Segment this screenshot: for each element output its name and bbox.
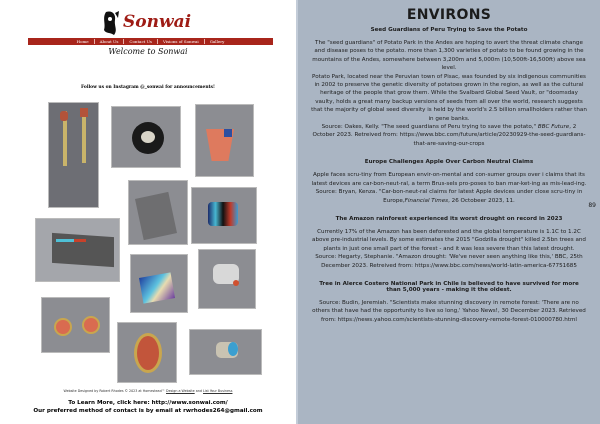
article-body: Currently 17% of the Amazon has been deforested and the global temperature is 1.1C to 1.2C above pre-industrial levels. By some estimates the 2015 "Godzilla drought" killed 2.5bn trees and plants in just one small part of the forest - and it was less severe than this latest drought. xyxy=(312,228,586,252)
article-body: Apple faces scru-tiny from European envir-on-mental and con-sumer groups over i claims that its latest devices are car-bon-neut-ral, a term Brus-sels pro-poses to ban mar-ket-ing as mis-lead-ing. xyxy=(311,172,587,187)
page-number: 89 xyxy=(588,202,596,209)
inlay-ring-image xyxy=(191,187,257,244)
article-heading: The Amazon rainforest experienced its worst drought on record in 2023 xyxy=(335,215,563,222)
butterfly-maiden-logo-icon xyxy=(102,10,120,36)
belt-buckle-image xyxy=(35,218,120,282)
article-heading: Tree in Alerce Costero National Park in Chile is believed to have survived for more than 5,000 years - making it the oldest. xyxy=(319,280,579,293)
nav-contact-us[interactable]: Contact Us xyxy=(124,39,158,44)
contact-email: Our preferred method of contact is by email at rwrhodes264@gmail.com xyxy=(33,408,263,414)
source-text: Source: Oakes, Kelly. "The seed guardians of Peru trying to save the potato," xyxy=(321,124,537,131)
silver-pendant-image xyxy=(128,180,188,245)
instagram-notice: Follow us on Instagram @_sonwai for announcements! xyxy=(81,85,215,90)
earrings-image xyxy=(48,102,99,208)
list-business-link[interactable]: List Your Business xyxy=(203,389,233,393)
credit-and: and xyxy=(195,389,202,393)
coral-earrings-image xyxy=(41,297,110,353)
learn-more-block xyxy=(0,399,296,415)
source-publication: Financial Times xyxy=(404,197,449,204)
nav-home[interactable]: Home xyxy=(72,39,95,44)
source-publication: BBC Future xyxy=(537,124,570,131)
silver-coral-ring-image xyxy=(198,249,256,309)
brand-name: Sonwai xyxy=(123,12,192,32)
article-source: Source: Hegarty, Stephanie. "Amazon drought: 'We've never seen anything like this,' BBC, 25th December 2023. Retreived from: https://www.bbc.com/news/world-latin-america-67751685 xyxy=(315,254,583,269)
article-source xyxy=(298,188,600,205)
sonwai-website-page xyxy=(0,0,296,424)
article-source xyxy=(298,123,600,148)
nav-gallery[interactable]: Gallery xyxy=(209,39,225,44)
turtle-pendant-image xyxy=(111,106,181,168)
source-date: , 26 Octobeer 2023, 11. xyxy=(448,197,515,204)
site-credit xyxy=(0,389,296,393)
source-text: Source: Bryan, Kenza. "Car-bon-neut-ral claims for latest Apple devices under close scru-tiny in Europe, xyxy=(315,189,583,204)
page-title: ENVIRONS xyxy=(406,7,492,23)
nav-about-us[interactable]: About Us xyxy=(95,39,125,44)
article-heading: Seed Guardians of Peru Trying to Save the Potato xyxy=(370,27,528,33)
coral-pendant-image xyxy=(195,104,254,177)
article-body: Potato Park, located near the Peruvian town of Pisac, was founded by six indigenous communities in 2002 to preserve the genetic diversity of potatoes grown in the region, as well as the cultural heritage of the people that grow them. While the Svalbard Global Seed Vault, or "doomsday vaulty, holds a great many backup versions of seeds from all over the world, research suggests that the majority of global seed diversity is held by the world's 2.5 billion smallholders rather than in gene banks. xyxy=(311,73,587,122)
credit-text: Website Designed by Robert Rhodes © 2023 at Homestead™ xyxy=(63,389,165,393)
inlay-pendant-image xyxy=(130,254,188,313)
welcome-heading: Welcome to Sonwai xyxy=(108,47,188,56)
turquoise-ring-image xyxy=(189,329,262,375)
source-url: , 2 October 2023. Retreived from: https://www.bbc.com/future/article/20230929-the-seed-guardians-that-are-saving-our-crops xyxy=(312,124,586,147)
article-heading: Europe Challenges Apple Over Carbon Neutral Claims xyxy=(364,159,534,166)
nav-visions-of-sonwai[interactable]: Visions of Sonwai xyxy=(158,39,205,44)
nav-bar xyxy=(28,38,273,45)
coral-oval-ring-image xyxy=(117,322,177,383)
design-website-link[interactable]: Design a Website xyxy=(166,389,195,393)
learn-more-link[interactable]: To Learn More, click here: http://www.sonwai.com/ xyxy=(68,400,228,406)
article-body: The "seed guardians" of Potato Park in the Andes are hoping to avert the threat climate change and disease poses to the potato. more than 1,300 varieties of potato to be found growing in the mountains of the Andes, somewhere between 3,200m and 5,000m (10,500ft-16,500ft) above sea level. xyxy=(312,40,586,72)
article-source: Source: Budin, Jeremiah. "Scientists make stunning discovery in remote forest: 'There are no others that have had the opportunity to live so long,' Yahoo News!, 30 December 2023. Retrieved from: https://news.yahoo.com/scientists-stunning-discovery-remote-forest-010000780.html xyxy=(312,299,586,323)
environs-page xyxy=(296,0,600,424)
